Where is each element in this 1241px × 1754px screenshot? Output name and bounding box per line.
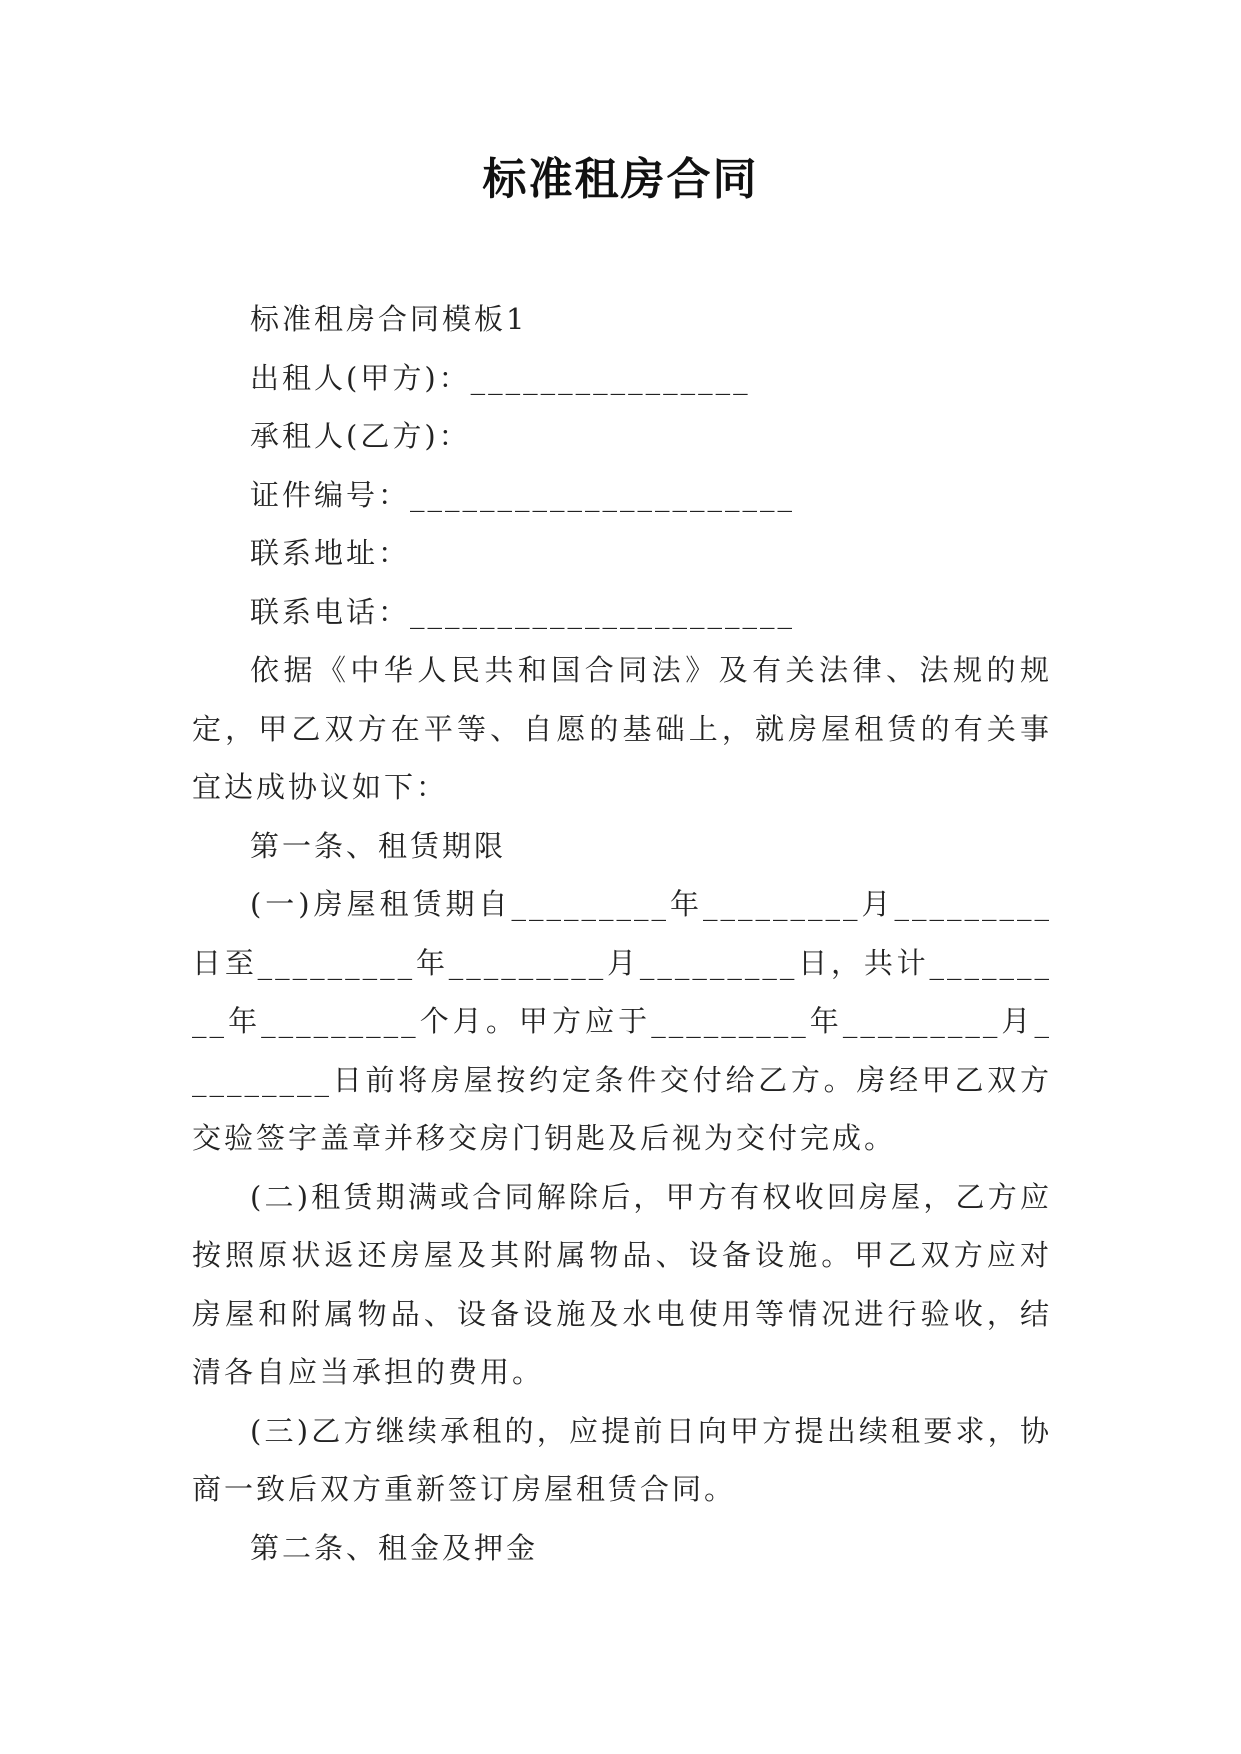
document-body bbox=[192, 290, 1052, 1577]
paragraph-article-2-heading: 第二条、租金及押金 bbox=[250, 1530, 539, 1565]
document-title: 标准租房合同 bbox=[482, 154, 759, 205]
paragraph-preamble: 依据《中华人民共和国合同法》及有关法律、法规的规定，甲乙双方在平等、自愿的基础上，就房屋租赁的有关事宜达成协议如下： bbox=[192, 653, 1052, 804]
paragraph-id-number: 证件编号：______________________ bbox=[250, 477, 796, 512]
paragraph-article-1-clause-1: (一)房屋租赁期自_________年_________月_________日至_________年_________月_________日，共计_________年_________个月。甲方应于_________年_________月_________日前将房屋按约定条件交付给乙方。房经甲乙双方交验签字盖章并移交房门钥匙及后视为交付完成。 bbox=[192, 887, 1052, 1155]
paragraph-template-heading: 标准租房合同模板1 bbox=[250, 302, 528, 336]
paragraph-address: 联系地址： bbox=[250, 536, 411, 570]
paragraph-article-1-clause-2: (二)租赁期满或合同解除后，甲方有权收回房屋，乙方应按照原状返还房屋及其附属物品、设备设施。甲乙双方应对房屋和附属物品、设备设施及水电使用等情况进行验收，结清各自应当承担的费用。 bbox=[192, 1179, 1052, 1389]
paragraph-lessee: 承租人(乙方)： bbox=[250, 419, 471, 453]
paragraph-article-1-heading: 第一条、租赁期限 bbox=[250, 828, 507, 863]
paragraph-phone: 联系电话：______________________ bbox=[250, 594, 796, 629]
paragraph-article-1-clause-3: (三)乙方继续承租的，应提前日向甲方提出续租要求，协商一致后双方重新签订房屋租赁合同。 bbox=[192, 1413, 1052, 1506]
paragraph-lessor: 出租人(甲方)：________________ bbox=[250, 360, 751, 395]
